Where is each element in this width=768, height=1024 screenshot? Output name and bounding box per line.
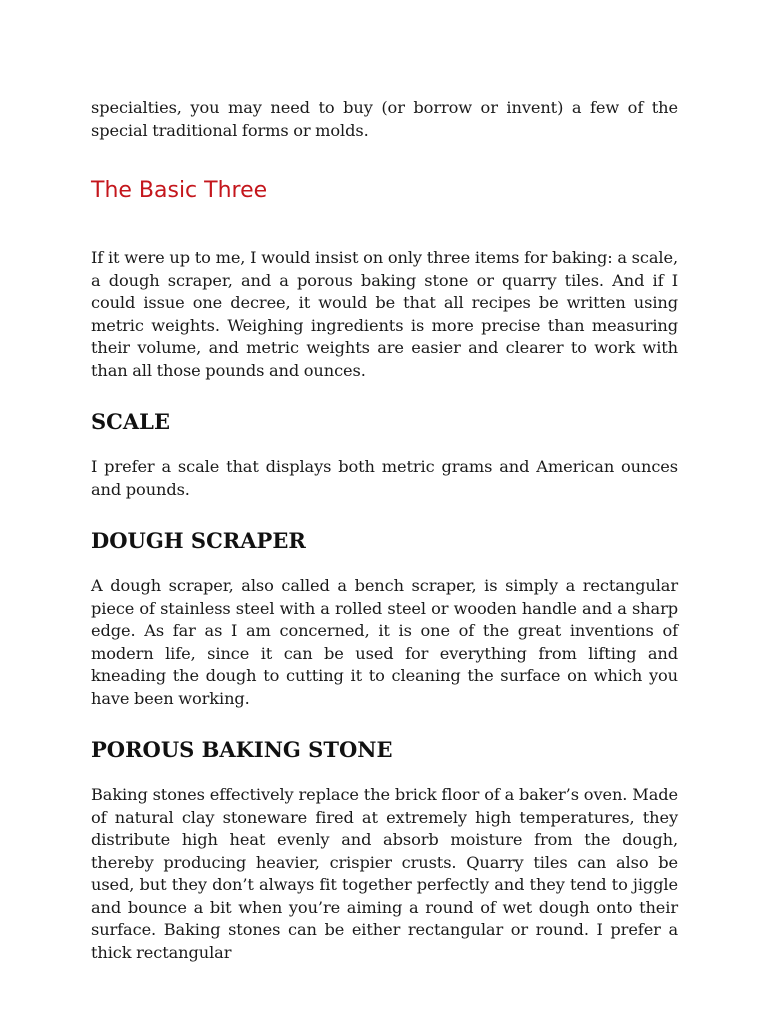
book-page (91, 97, 678, 964)
baking-stone-heading: POROUS BAKING STONE (91, 737, 393, 762)
dough-scraper-paragraph: A dough scraper, also called a bench scraper, is simply a rectangular piece of stainless steel with a rolled steel or wooden handle and a sharp edge. As far as I am concerned, it is one of the great inventions of modern life, since it can be used for everything from lifting and kneading the dough to cutting it to cleaning the surface on which you have been working. (91, 576, 678, 708)
scale-paragraph: I prefer a scale that displays both metric grams and American ounces and pounds. (91, 457, 678, 499)
baking-stone-paragraph: Baking stones effectively replace the brick floor of a baker’s oven. Made of natural clay stoneware fired at extremely high temperatures, they distribute high heat evenly and absorb moisture from the dough, thereby producing heavier, crispier crusts. Quarry tiles can also be used, but they don’t always fit together perfectly and they tend to jiggle and bounce a bit when you’re aiming a round of wet dough onto their surface. Baking stones can be either rectangular or round. I prefer a thick rectangular (91, 785, 678, 962)
intro-paragraph: specialties, you may need to buy (or borrow or invent) a few of the special traditional forms or molds. (91, 98, 678, 140)
section-paragraph: If it were up to me, I would insist on only three items for baking: a scale, a dough scraper, and a porous baking stone or quarry tiles. And if I could issue one decree, it would be that all recipes be written using metric weights. Weighing ingredients is more precise than measuring their volume, and metric weights are easier and clearer to work with than all those pounds and ounces. (91, 248, 678, 380)
section-title: The Basic Three (91, 178, 268, 203)
dough-scraper-heading: DOUGH SCRAPER (91, 528, 306, 553)
scale-heading: SCALE (91, 409, 170, 434)
